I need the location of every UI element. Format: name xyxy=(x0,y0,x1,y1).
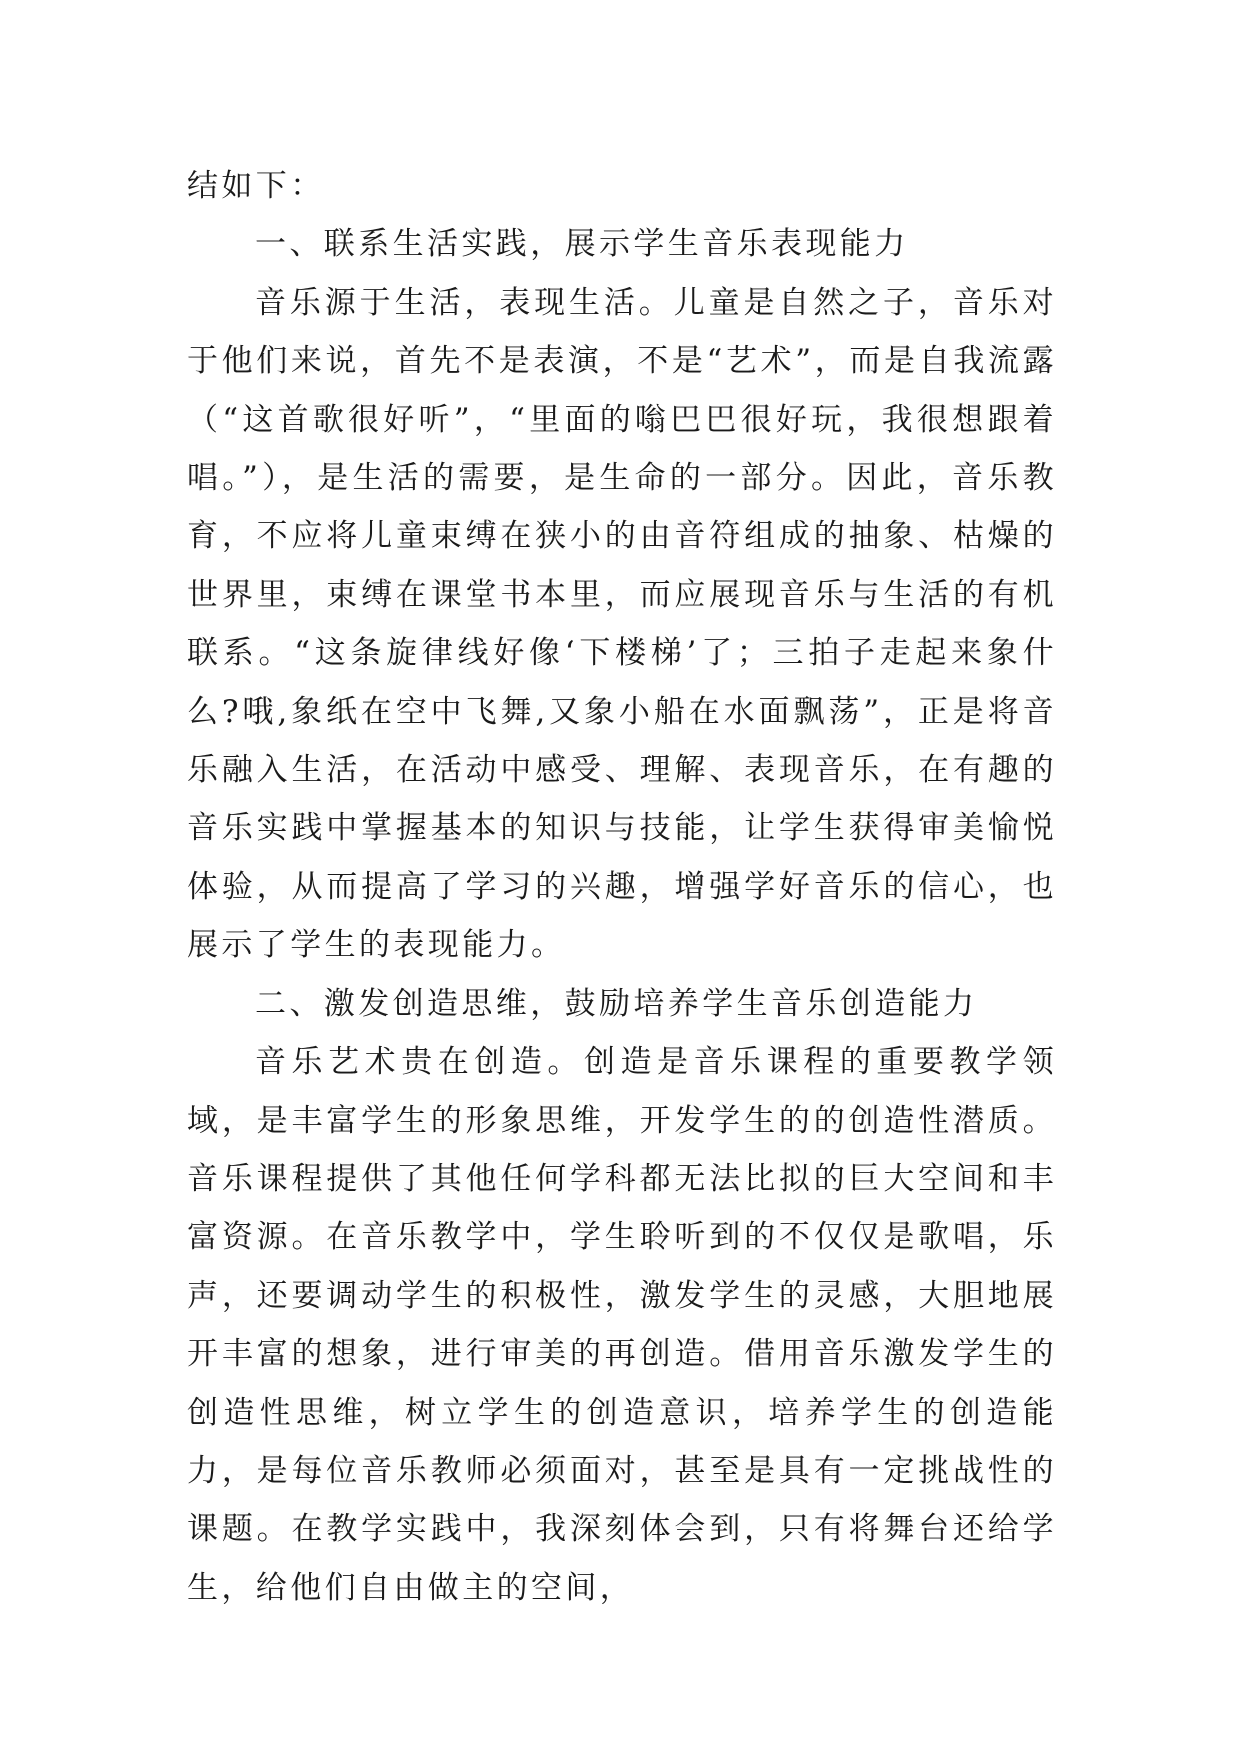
section-heading-2: 二、激发创造思维，鼓励培养学生音乐创造能力 xyxy=(255,985,978,1022)
body-paragraph-1: 音乐源于生活，表现生活。儿童是自然之子，音乐对于他们来说，首先不是表演，不是“艺术”，而是自我流露（“这首歌很好听”，“里面的嗡巴巴很好玩，我很想跟着唱。”），是生活的需要，是生命的一部分。因此，音乐教育，不应将儿童束缚在狭小的由音符组成的抽象、枯燥的世界里，束缚在课堂书本里，而应展现音乐与生活的有机联系。“这条旋律线好像‘下楼梯’了；三拍子走起来象什么?哦,象纸在空中飞舞,又象小船在水面飘荡”，正是将音乐融入生活，在活动中感受、理解、表现音乐，在有趣的音乐实践中掌握基本的知识与技能，让学生获得审美愉悦体验，从而提高了学习的兴趣，增强学好音乐的信心，也展示了学生的表现能力。 xyxy=(187,284,1057,964)
document-body xyxy=(187,157,1057,1617)
body-paragraph-2: 音乐艺术贵在创造。创造是音乐课程的重要教学领域，是丰富学生的形象思维，开发学生的的创造性潜质。音乐课程提供了其他任何学科都无法比拟的巨大空间和丰富资源。在音乐教学中，学生聆听到的不仅仅是歌唱，乐声，还要调动学生的积极性，激发学生的灵感，大胆地展开丰富的想象，进行审美的再创造。借用音乐激发学生的创造性思维，树立学生的创造意识，培养学生的创造能力，是每位音乐教师必须面对，甚至是具有一定挑战性的课题。在教学实践中，我深刻体会到，只有将舞台还给学生，给他们自由做主的空间， xyxy=(187,1044,1057,1606)
section-heading-1: 一、联系生活实践，展示学生音乐表现能力 xyxy=(255,226,909,263)
continuation-text: 结如下： xyxy=(187,168,325,204)
